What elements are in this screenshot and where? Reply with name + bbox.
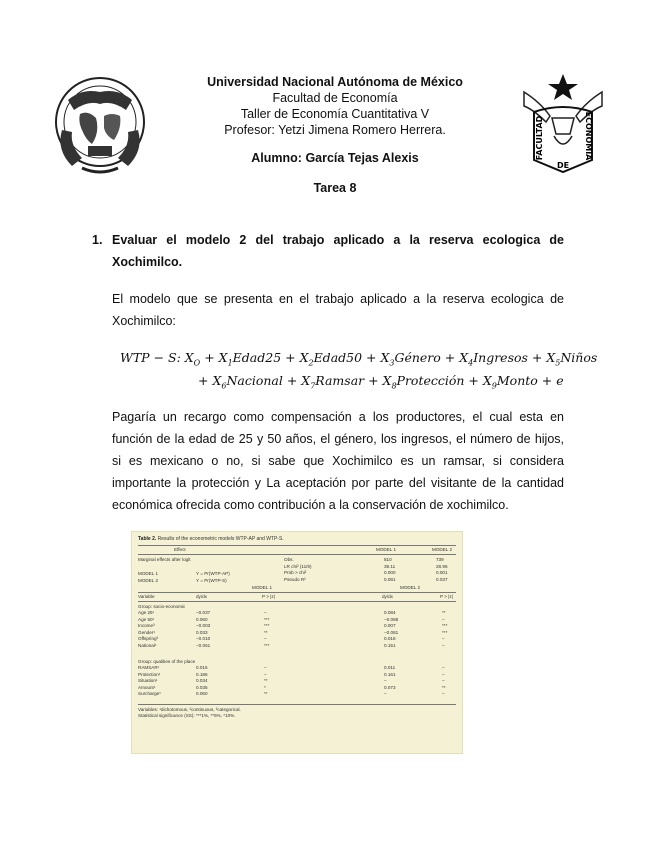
results-table [131, 531, 463, 754]
group-qualities: Group: qualities of the place [138, 659, 196, 664]
table-cell-m1: 0.035 [196, 684, 208, 690]
logo-text-de: DE [556, 161, 570, 170]
table-cell-m2: – [384, 691, 387, 696]
table-cell-var: Age 25¹ [138, 610, 155, 615]
table-cell-p1: *** [264, 623, 270, 628]
table-stat-label: Obs. [284, 557, 294, 562]
model2-def: Y = Pr(WTP-S) [196, 578, 227, 583]
table-cell-m1: 0.060 [196, 616, 208, 622]
table-cell-m2: 0.151 [384, 642, 396, 648]
table-cell-p1: ** [264, 629, 268, 635]
student-name: Alumno: García Tejas Alexis [251, 151, 419, 165]
table-cell-p2: *** [442, 629, 448, 635]
model1-def: Y = Pr(WTP-AP) [196, 571, 230, 576]
table-cell-m1: −0.037 [196, 610, 211, 615]
table-cell-m2: 0.018 [384, 636, 396, 641]
table-cell-p2: – [442, 642, 445, 648]
facultad-economia-logo [520, 72, 606, 178]
table-cell-p1: – [264, 665, 267, 670]
assignment-title: Tarea 8 [313, 181, 357, 195]
table-cell-p1: * [264, 684, 266, 690]
table-cell-p2: – [442, 678, 445, 683]
question-number: 1. [92, 233, 103, 247]
table-stat-label: LR chi² (11/9) [284, 563, 312, 569]
professor-name: Profesor: Yetzi Jimena Romero Herrera. [224, 123, 446, 137]
table-cell-p2: *** [442, 623, 448, 628]
table-cell-m2: 0.161 [384, 671, 396, 677]
table-cell-p2: – [442, 665, 445, 670]
table-cell-m2: 0.073 [384, 684, 396, 690]
table-caption-label: Table 2. [138, 536, 157, 542]
table-caption-text: Results of the econometric models WTP-AP and WTP-S. [157, 536, 284, 542]
table-cell-p1: – [264, 610, 267, 615]
table-cell-p1: – [264, 636, 267, 641]
table-cell-p2: – [442, 691, 445, 696]
equation-line-2: + $X_6Nacional$ + $X_7Ramsar$ + $X_8Protección$ + $X_9Monto + e$ [198, 373, 564, 391]
col-p-1: P > |z| [262, 594, 275, 599]
table-stat-model1: 810 [384, 557, 392, 562]
col-variable: Variable [138, 594, 155, 599]
table-cell-var: Surcharge¹ [138, 691, 161, 696]
table-cell-var: Income³ [138, 623, 155, 628]
table-footnote-1: Variables: ¹dichotomous, ²continuous, ³categorical. [138, 707, 241, 712]
table-model2-subheader: MODEL 2 [400, 585, 420, 590]
table-cell-p1: – [264, 671, 267, 677]
question-text: Evaluar el modelo 2 del trabajo aplicado a la reserva ecologica de Xochimilco. [112, 233, 564, 269]
table-cell-m1: 0.033 [196, 629, 208, 635]
table-cell-var: Situation¹ [138, 678, 158, 683]
table-cell-var: Gender¹ [138, 629, 155, 635]
model2-def-name: MODEL 2 [138, 578, 158, 583]
question-heading [92, 229, 564, 273]
table-stat-label: Prob > chi² [284, 570, 307, 575]
table-cell-m2: 0.007 [384, 623, 396, 628]
model1-def-name: MODEL 1 [138, 571, 158, 576]
table-cell-p2: – [442, 671, 445, 677]
table-cell-m2: −0.088 [384, 616, 399, 622]
col-dydx-2: dy/dx [382, 594, 393, 599]
table-model1-subheader: MODEL 1 [252, 585, 272, 590]
table-stat-model2: 739 [436, 557, 444, 562]
table-cell-var: Protection¹ [138, 671, 161, 677]
table-cell-m1: −0.061 [196, 642, 211, 648]
table-cell-p1: *** [264, 642, 270, 648]
table-cell-m1: 0.034 [196, 678, 208, 683]
table-marginal-label: Marginal effects after logit [138, 557, 191, 562]
intro-paragraph: El modelo que se presenta en el trabajo aplicado a la reserva ecologica de Xochimilco: [112, 292, 564, 328]
col-dydx-1: dy/dx [196, 594, 207, 599]
university-name: Universidad Nacional Autónoma de México [207, 75, 463, 89]
table-cell-m1: −0.010 [196, 636, 211, 641]
table-cell-p1: *** [264, 616, 270, 622]
table-stat-model1: 0.081 [384, 576, 396, 582]
explanation-paragraph: Pagaría un recargo como compensación a los productores, el cual esta en función de la edad de 25 y 50 años, el género, los ingresos, el número de hijos, si es mexicano o no, si sabe que Xochimilco es un ramsar, si considera importante la protección y La aceptación por parte del visitante de la cantidad económica ofrecida como contribución a la conservación de xochimilco. [112, 410, 564, 512]
table-stat-model1: 39.11 [384, 563, 396, 569]
table-model2-header: MODEL 2 [432, 547, 452, 552]
table-cell-m1: −0.003 [196, 623, 211, 628]
table-cell-m1: 0.186 [196, 671, 208, 677]
table-cell-m1: 0.060 [196, 691, 208, 696]
faculty-name: Facultad de Economía [272, 91, 398, 105]
col-p-2: P > |z| [440, 594, 453, 599]
table-cell-p1: ** [264, 678, 268, 683]
table-cell-p1: ** [264, 691, 268, 696]
table-cell-p2: ** [442, 684, 446, 690]
table-cell-var: RAMSAR¹ [138, 665, 160, 670]
group-socio-economic: Group: socio-economic [138, 604, 186, 609]
logo-text-economia: ECONOMIA [584, 111, 593, 161]
document-header [150, 74, 520, 196]
table-stat-model2: 0.037 [436, 576, 448, 582]
table-stat-model2: 28.96 [436, 563, 448, 569]
table-cell-m2: – [384, 678, 387, 683]
table-stat-model2: 0.001 [436, 570, 448, 575]
table-caption [138, 536, 284, 542]
table-model1-header: MODEL 1 [376, 547, 396, 552]
table-cell-p2: – [442, 616, 445, 622]
table-cell-m2: 0.084 [384, 610, 396, 615]
table-stat-label: Pseudo R² [284, 576, 306, 582]
unam-crest-logo [52, 70, 148, 178]
equation-line-1: WTP − S: $X_O$ + $X_1Edad25$ + $X_2Edad50$ + $X_3Género$ + $X_4Ingresos$ + $X_5Niños$ [120, 350, 598, 368]
table-cell-m2: −0.081 [384, 629, 399, 635]
table-footnote-2: Statistical significance (SS): ***1%, **5%, *10%. [138, 713, 236, 718]
table-cell-m2: 0.011 [384, 665, 396, 670]
table-cell-var: Offspring³ [138, 636, 159, 641]
table-cell-var: Amount¹ [138, 684, 156, 690]
table-cell-var: National¹ [138, 642, 157, 648]
table-cell-p2: – [442, 636, 445, 641]
table-cell-p2: ** [442, 610, 446, 615]
logo-text-facultad: FACULTAD [535, 115, 544, 161]
table-cell-var: Age 50¹ [138, 616, 155, 622]
table-cell-m1: 0.016 [196, 665, 208, 670]
table-effect-header: Effect [174, 547, 186, 552]
course-name: Taller de Economía Cuantitativa V [240, 107, 430, 121]
table-stat-model1: 0.000 [384, 570, 396, 575]
